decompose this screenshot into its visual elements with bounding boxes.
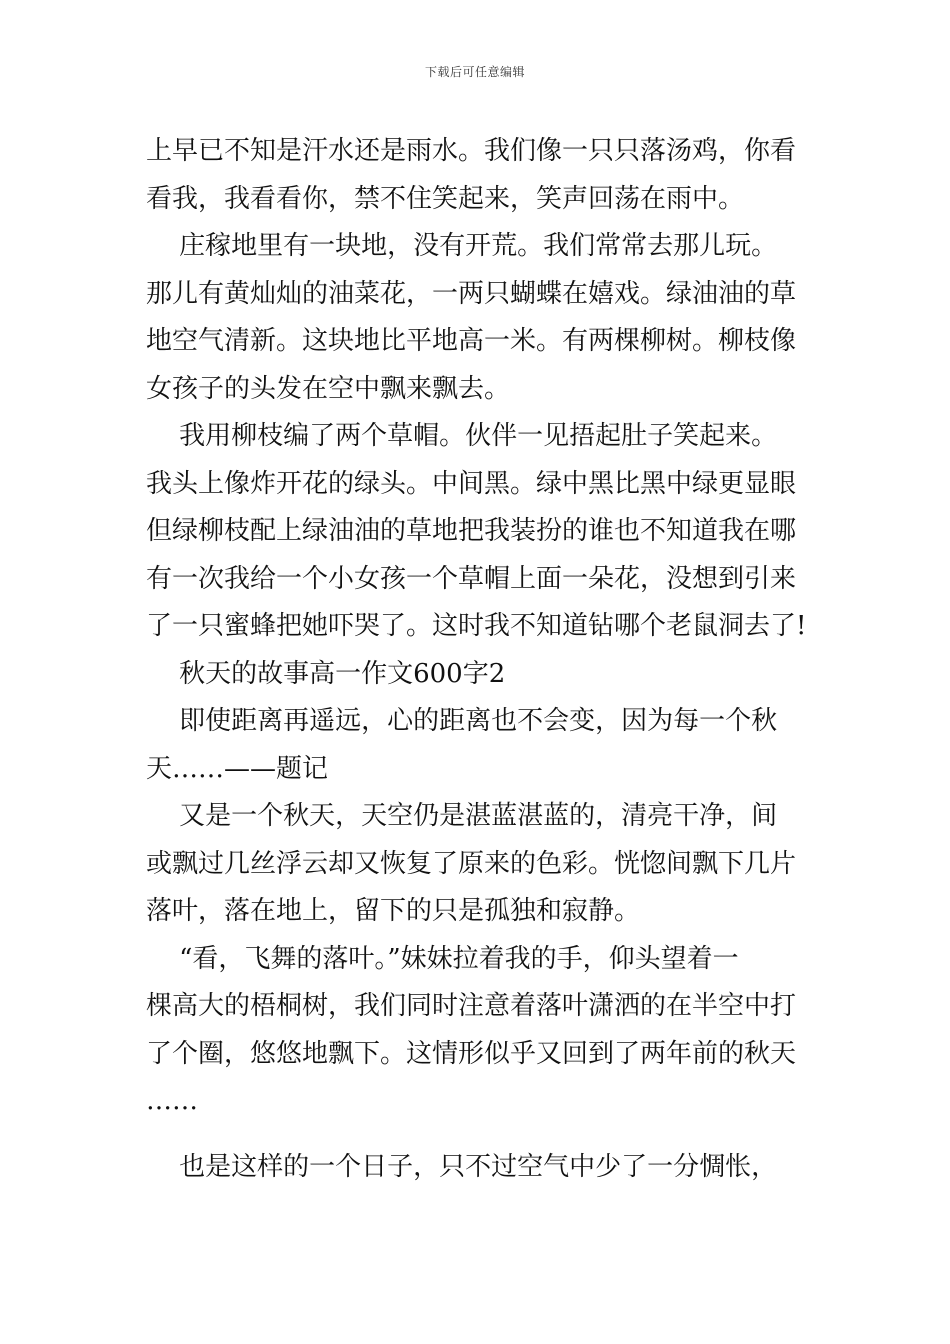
- paragraph-2: [146, 223, 811, 413]
- paragraph-6: [146, 936, 811, 1126]
- text-line: 有一次我给一个小女孩一个草帽上面一朵花，没想到引来: [146, 563, 797, 594]
- text-line: 天……——题记: [146, 753, 329, 784]
- text-line: 即使距离再遥远，心的距离也不会变，因为每一个秋: [146, 706, 778, 736]
- text-line: 我用柳枝编了两个草帽。伙伴一见捂起肚子笑起来。: [146, 421, 778, 451]
- text-line: 上早已不知是汗水还是雨水。我们像一只只落汤鸡，你看: [146, 136, 797, 166]
- text-line: 或飘过几丝浮云却又恢复了原来的色彩。恍惚间飘下几片: [146, 848, 797, 879]
- text-line: 我头上像炸开花的绿头。中间黑。绿中黑比黑中绿更显眼: [146, 468, 797, 499]
- text-line: “看，飞舞的落叶。”妹妹拉着我的手，仰头望着一: [146, 943, 739, 974]
- document-body: [146, 128, 811, 1191]
- text-line: 庄稼地里有一块地，没有开荒。我们常常去那儿玩。: [146, 231, 778, 261]
- text-line: 落叶，落在地上，留下的只是孤独和寂静。: [146, 896, 641, 926]
- text-line: 那儿有黄灿灿的油菜花，一两只蝴蝶在嬉戏。绿油油的草: [146, 278, 797, 309]
- paragraph-5: [146, 793, 811, 936]
- text-line: ……: [146, 1086, 198, 1116]
- paragraph-1: [146, 128, 811, 223]
- text-line: 了一只蜜蜂把她吓哭了。这时我不知道钻哪个老鼠洞去了!: [146, 611, 807, 641]
- text-line: 棵高大的梧桐树，我们同时注意着落叶潇洒的在半空中打: [146, 991, 797, 1021]
- text-line: 也是这样的一个日子，只不过空气中少了一分惆怅，: [146, 1151, 778, 1182]
- paragraph-epigraph: [146, 698, 811, 793]
- text-line: 又是一个秋天，天空仍是湛蓝湛蓝的，清亮干净，间: [146, 801, 778, 831]
- page-header: 下载后可任意编辑: [424, 65, 525, 79]
- text-line: 但绿柳枝配上绿油油的草地把我装扮的谁也不知道我在哪: [146, 516, 797, 546]
- paragraph-7: [146, 1144, 811, 1192]
- text-line: 女孩子的头发在空中飘来飘去。: [146, 373, 511, 404]
- text-line: 看我，我看看你，禁不住笑起来，笑声回荡在雨中。: [146, 183, 745, 214]
- text-line: 秋天的故事高一作文600字2: [146, 658, 506, 689]
- text-line: 地空气清新。这块地比平地高一米。有两棵柳树。柳枝像: [146, 326, 797, 356]
- section-title: [146, 651, 811, 699]
- paragraph-3: [146, 413, 811, 651]
- text-line: 了个圈，悠悠地飘下。这情形似乎又回到了两年前的秋天: [146, 1038, 797, 1069]
